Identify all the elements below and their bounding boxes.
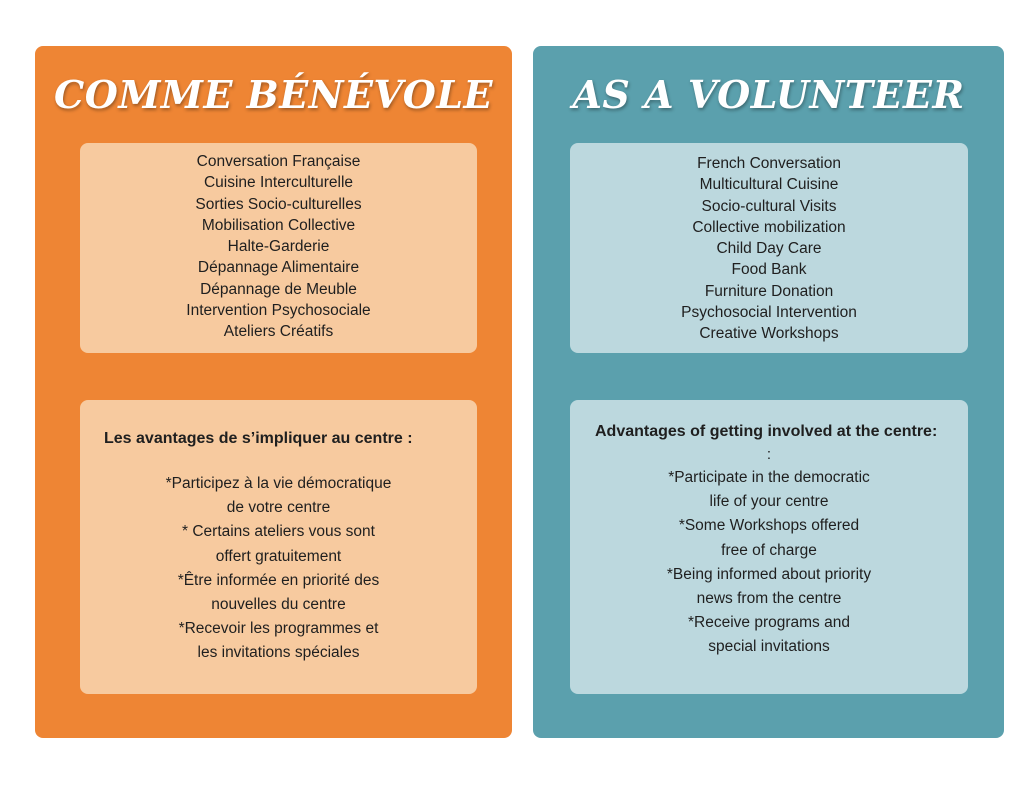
french-panel <box>35 46 512 738</box>
french-title: COMME BÉNÉVOLE <box>53 72 494 117</box>
english-advantages-colon: : <box>766 446 772 463</box>
list-item: *Recevoir les programmes et <box>178 620 379 638</box>
english-activities-box <box>570 143 968 353</box>
list-item: *Participate in the democratic <box>668 469 870 486</box>
list-item: Child Day Care <box>716 240 822 258</box>
list-item: special invitations <box>708 638 830 656</box>
list-item: Intervention Psychosociale <box>186 302 371 320</box>
list-item: *Some Workshops offered <box>678 517 860 535</box>
list-item: Dépannage Alimentaire <box>197 259 360 277</box>
list-item: free of charge <box>721 541 817 559</box>
list-item: Dépannage de Meuble <box>200 280 357 298</box>
list-item: Food Bank <box>731 261 807 279</box>
list-item: Collective mobilization <box>692 218 846 236</box>
list-item: *Receive programs and <box>688 614 850 632</box>
list-item: Furniture Donation <box>704 282 834 300</box>
list-item: Creative Workshops <box>699 325 839 343</box>
english-activities-list <box>570 153 968 345</box>
list-item: Cuisine Interculturelle <box>203 174 354 192</box>
list-item: Halte-Garderie <box>227 238 330 256</box>
list-item: Ateliers Créatifs <box>223 323 334 341</box>
english-advantages-list <box>570 466 968 660</box>
french-advantages-heading: Les avantages de s’impliquer au centre : <box>104 430 413 447</box>
list-item: *Être informée en priorité des <box>177 571 380 589</box>
list-item: news from the centre <box>696 590 842 608</box>
list-item: Multicultural Cuisine <box>699 176 839 194</box>
list-item: les invitations spéciales <box>197 644 360 662</box>
list-item: Psychosocial Intervention <box>681 304 857 322</box>
english-advantages-box <box>570 400 968 694</box>
list-item: offert gratuitement <box>215 547 342 565</box>
french-advantages-list <box>80 472 477 666</box>
list-item: de votre centre <box>226 499 331 517</box>
english-advantages-heading: Advantages of getting involved at the centre: <box>595 423 938 440</box>
list-item: * Certains ateliers vous sont <box>182 523 375 541</box>
list-item: Socio-cultural Visits <box>701 197 837 215</box>
list-item: Sorties Socio-culturelles <box>195 195 362 213</box>
list-item: *Being informed about priority <box>666 565 872 583</box>
french-activities-list <box>80 151 477 343</box>
list-item: life of your centre <box>709 493 829 511</box>
list-item: nouvelles du centre <box>211 596 346 614</box>
french-advantages-box <box>80 400 477 694</box>
french-activities-box <box>80 143 477 353</box>
list-item: Conversation Française <box>196 153 361 170</box>
english-title: AS A VOLUNTEER <box>572 72 965 117</box>
list-item: French Conversation <box>697 155 841 172</box>
list-item: *Participez à la vie démocratique <box>165 475 392 492</box>
list-item: Mobilisation Collective <box>201 216 356 234</box>
english-panel <box>533 46 1004 738</box>
